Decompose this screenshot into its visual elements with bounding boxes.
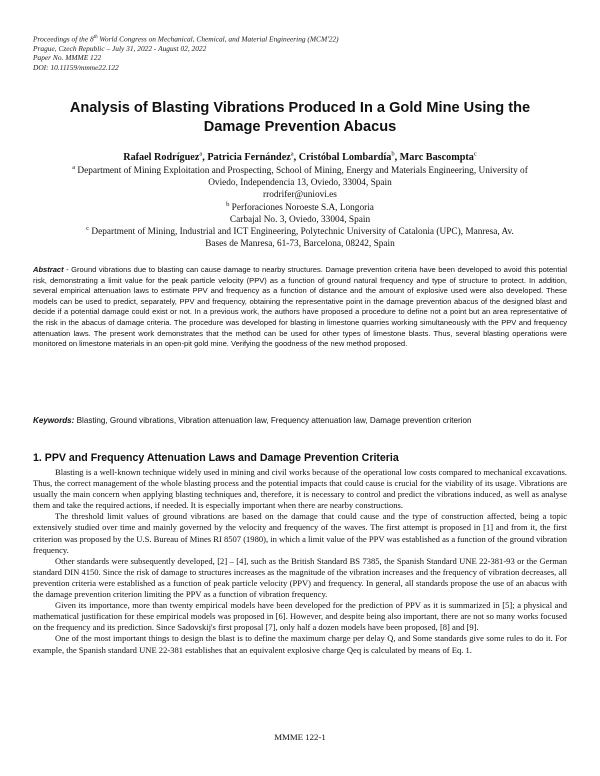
author-mark: c [473,150,477,158]
body-paragraph: The threshold limit values of ground vibrations are based on the damage that could cause and the type of construction affected, being a topic extensively studied over time and mainly governed by the velocity and frequency of the waves. The first attempt is proposed in [1] and from it, the first criterion was proposed by the U.S. Bureau of Mines RI 8507 (1980), in which a limit value of the PPV was established as a function of the ground vibration frequency. [33,511,567,555]
body-paragraph: Other standards were subsequently developed, [2] – [4], such as the British Standard BS 7385, the Spanish Standard UNE 22-381-93 or the German standard DIN 4150. Since the risk of damage to structures increases as the magnitude of the vibration increases and the frequency of vibration decreases, all prevention criteria were established as a function of peak particle velocity (PPV) and frequency. In general, all standards propose the use of an abacus with the damage prevention criterion limiting the PPV as a function of vibration frequency. [33,555,567,600]
author-name: Marc Bascompta [399,152,474,163]
paper-title: Analysis of Blasting Vibrations Produced In a Gold Mine Using the Damage Prevention Abacus [69,100,531,135]
abstract-label: Abstract [33,265,64,274]
affiliation-mark: c [86,224,90,232]
page-footer: MMME 122-1 [274,732,326,742]
affiliation-line: $^a$ Department of Mining Exploitation and Prospecting, School of Mining, Energy and Materials Engineering, University of [72,163,528,176]
affiliation-line: $^c$ Department of Mining, Industrial and ICT Engineering, Polytechnic University of Catalonia (UPC), Manresa, Av. [86,224,514,238]
affiliation-line: Carbajal No. 3, Oviedo, 33004, Spain [229,214,371,225]
author-list: Rafael Rodríguez$^a$, Patricia Fernández$^a$, Cristóbal Lombardía$^b$, Marc Bascompta$^c$ [123,150,477,163]
affiliation-mark: a [72,163,76,171]
body-paragraph: One of the most important things to design the blast is to define the maximum charge per delay Q, and Some standards give some rules to do it. For example, the Spanish standard UNE 22-381 establishes that an equivalent explosive charge Qeq is calculated by means of Eq. 1. [33,633,567,655]
affiliation-line: $^b$ Perforaciones Noroeste S.A, Longoria [226,200,374,213]
abstract-text: - Ground vibrations due to blasting can cause damage to nearby structures. Damage prevention criteria have been developed to avoid this potential risk, demonstrating a limit value for the peak particle velocity (PPV) as a function of ground natural frequency and type of structure to protect. In addition, several empirical attenuation laws to estimate PPV and frequency as a function of distance and the amount of explosive used were also developed. These models can be used to predict, separately, PPV and frequency, obtaining the representative point in the damage prevention abacus of the designed blast and decide if a potential damage could exist or not. In a previous work, the authors have proposed a procedure to define not a point but an area representative of the risk in the abacus of damage criteria. The procedure was developed for blasting in limestone quarries working simultaneously with the PPV and frequency attenuation laws. The present work demonstrates that the method can be used for other types of limestone blasts. Thus, several blasting operations were monitored on limestone materials in an open-pit gold mine. Verifying the goodness of the new method proposed. [33,265,567,349]
keywords-label: Keywords: [33,416,75,425]
section-heading: 1. PPV and Frequency Attenuation Laws and Damage Prevention Criteria [33,452,399,464]
author-mark: a [290,150,294,158]
keywords [33,415,567,426]
body-paragraph: Given its importance, more than twenty empirical models have been developed for the prediction of PPV as it is summarized in [5]; a physical and mathematical justification for these empirical models was proposed in [6]. However, and despite being also important, there are not so many works focused on the frequency and its prediction. Since Sadovskij's first proposal [7], only half a dozen models have been proposed, [8] and [9]. [33,600,567,633]
body-paragraph: Blasting is a well-known technique widely used in mining and civil works because of the operational low costs compared to mechanical excavations. Thus, the correct management of the whole blasting process and the potential impacts that could cause is crucial for the viability of its usage. Vibrations are usually the main concern when applying blasting techniques and, therefore, it is necessary to control and predict the vibrations induced, as well as analyse them and take the required actions, if needed. It is especially important when there are nearby constructions. [33,467,567,511]
doi: DOI: 10.11159/mmme22.122 [33,62,119,72]
author-mark: a [199,150,203,158]
affiliation-line: Bases de Manresa, 61-73, Barcelona, 08242, Spain [205,239,395,250]
paper-number: Paper No. MMME 122 [33,53,102,63]
affiliation-email[interactable]: rrodrifer@uniovi.es [263,190,337,201]
affiliation-mark: b [226,200,230,208]
proceedings-header [33,33,339,72]
keywords-text: Blasting, Ground vibrations, Vibration attenuation law, Frequency attenuation law, Damage prevention criterion [74,416,472,425]
proceedings-rest: World Congress on Mechanical, Chemical, and Material Engineering (MCM'22) [97,34,339,44]
affiliation-line: Oviedo, Independencia 13, Oviedo, 33004, Spain [208,178,392,189]
proceedings-line: Proceedings of the 8th World Congress on Mechanical, Chemical, and Material Engineering (MCM'22) [33,34,339,44]
abstract [33,265,567,350]
author-name: Patricia Fernández [207,152,291,163]
author-mark: b [391,150,395,158]
affiliations [34,165,566,250]
conference-location: Prague, Czech Republic – July 31, 2022 - August 02, 2022 [33,43,207,53]
section-body [33,467,567,656]
author-name: Rafael Rodríguez [123,152,200,163]
author-name: Cristóbal Lombardía [298,152,392,163]
